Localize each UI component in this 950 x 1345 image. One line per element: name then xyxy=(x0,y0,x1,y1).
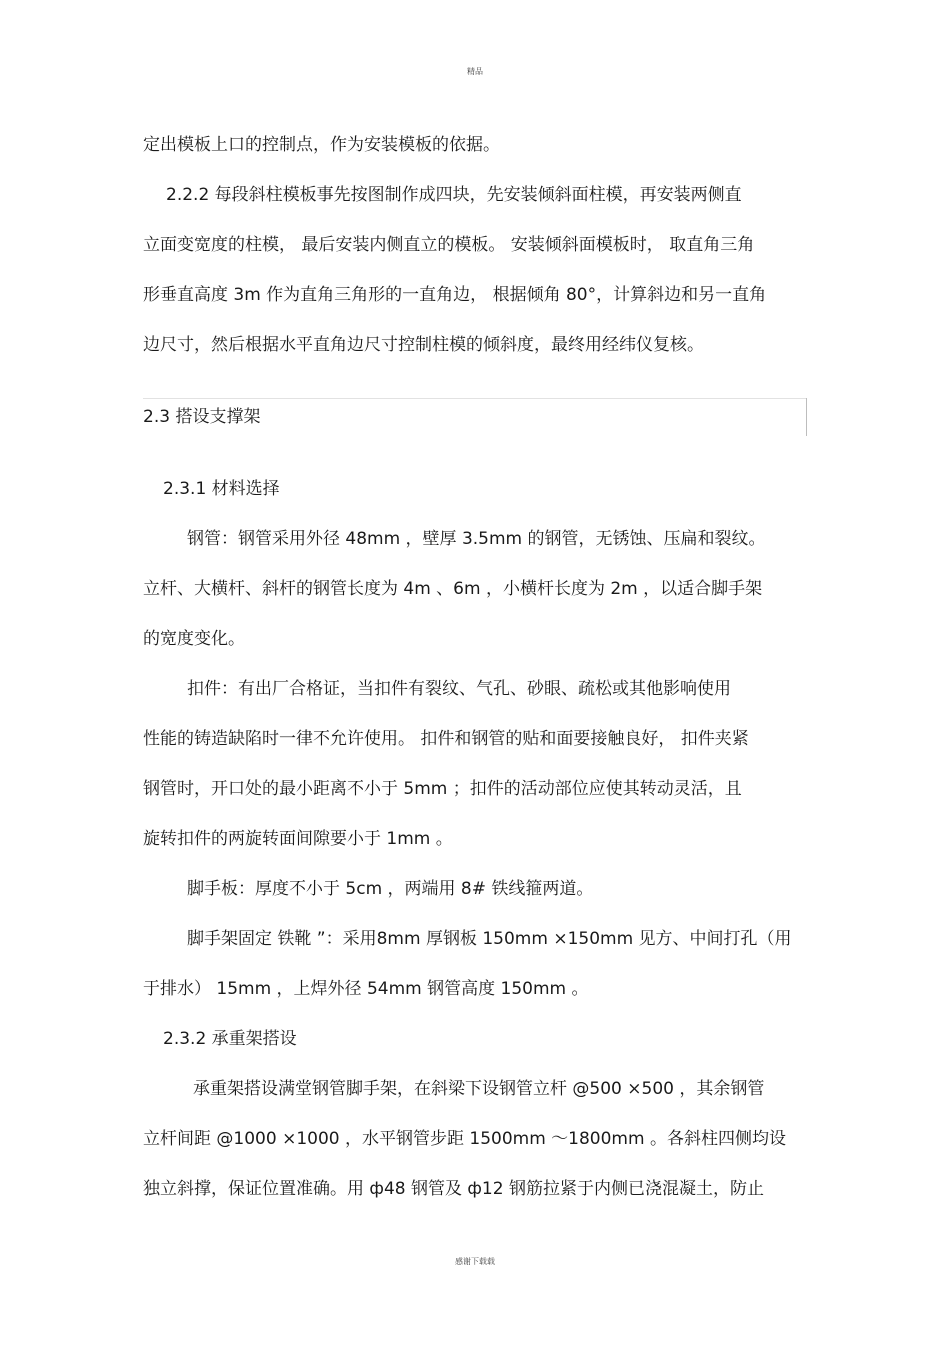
body-line-steel-pipe: 钢管：钢管采用外径 48mm ，壁厚 3.5mm 的钢管，无锈蚀、压扁和裂纹。 xyxy=(187,529,766,549)
body-line-scaffold-board: 脚手板：厚度不小于 5cm ，两端用 8# 铁线箍两道。 xyxy=(187,879,594,899)
body-line-13: 钢管时，开口处的最小距离不小于 5mm ；扣件的活动部位应使其转动灵活，且 xyxy=(143,779,742,799)
body-line-12: 性能的铸造缺陷时一律不允许使用。 扣件和钢管的贴和面要接触良好， 扣件夹紧 xyxy=(143,729,749,749)
page-header: 精品 xyxy=(467,67,483,76)
body-line-2: 2.2.2 每段斜柱模板事先按图制作成四块，先安装倾斜面柱模，再安装两侧直 xyxy=(166,185,742,205)
body-line-14: 旋转扣件的两旋转面间隙要小于 1mm 。 xyxy=(143,829,453,849)
body-line-10: 的宽度变化。 xyxy=(143,629,245,649)
body-line-1: 定出模板上口的控制点，作为安装模板的依据。 xyxy=(143,135,500,155)
body-line-fastener: 扣件：有出厂合格证，当扣件有裂纹、气孔、砂眼、疏松或其他影响使用 xyxy=(187,679,731,699)
body-line-17: 于排水） 15mm ，上焊外径 54mm 钢管高度 150mm 。 xyxy=(143,979,589,999)
body-line-9: 立杆、大横杆、斜杆的钢管长度为 4m 、6m ，小横杆长度为 2m ，以适合脚手架 xyxy=(143,579,763,599)
body-line-21: 独立斜撑，保证位置准确。用 ф48 钢管及 ф12 钢筋拉紧于内侧已浇混凝土，防止 xyxy=(143,1179,764,1199)
body-line-5: 边尺寸，然后根据水平直角边尺寸控制柱模的倾斜度，最终用经纬仪复核。 xyxy=(143,335,704,355)
body-line-load-frame: 承重架搭设满堂钢管脚手架，在斜梁下设钢管立杆 @500 ×500 ，其余钢管 xyxy=(193,1079,765,1099)
heading-top-rule xyxy=(143,398,806,399)
body-line-4: 形垂直高度 3m 作为直角三角形的一直角边， 根据倾角 80°，计算斜边和另一直角 xyxy=(143,285,767,305)
subsection-heading-2-3-1: 2.3.1 材料选择 xyxy=(163,479,280,499)
page-footer: 感谢下载载 xyxy=(455,1257,495,1266)
body-line-20: 立杆间距 @1000 ×1000 ，水平钢管步距 1500mm ～1800mm 。各斜柱四侧均设 xyxy=(143,1129,786,1149)
section-heading-2-3: 2.3 搭设支撑架 xyxy=(143,407,261,427)
subsection-heading-2-3-2: 2.3.2 承重架搭设 xyxy=(163,1029,297,1049)
body-line-3: 立面变宽度的柱模， 最后安装内侧直立的模板。 安装倾斜面模板时， 取直角三角 xyxy=(143,235,755,255)
body-line-scaffold-boot: 脚手架固定 铁靴 ”：采用8mm 厚钢板 150mm ×150mm 见方、中间打孔（用 xyxy=(187,929,792,949)
